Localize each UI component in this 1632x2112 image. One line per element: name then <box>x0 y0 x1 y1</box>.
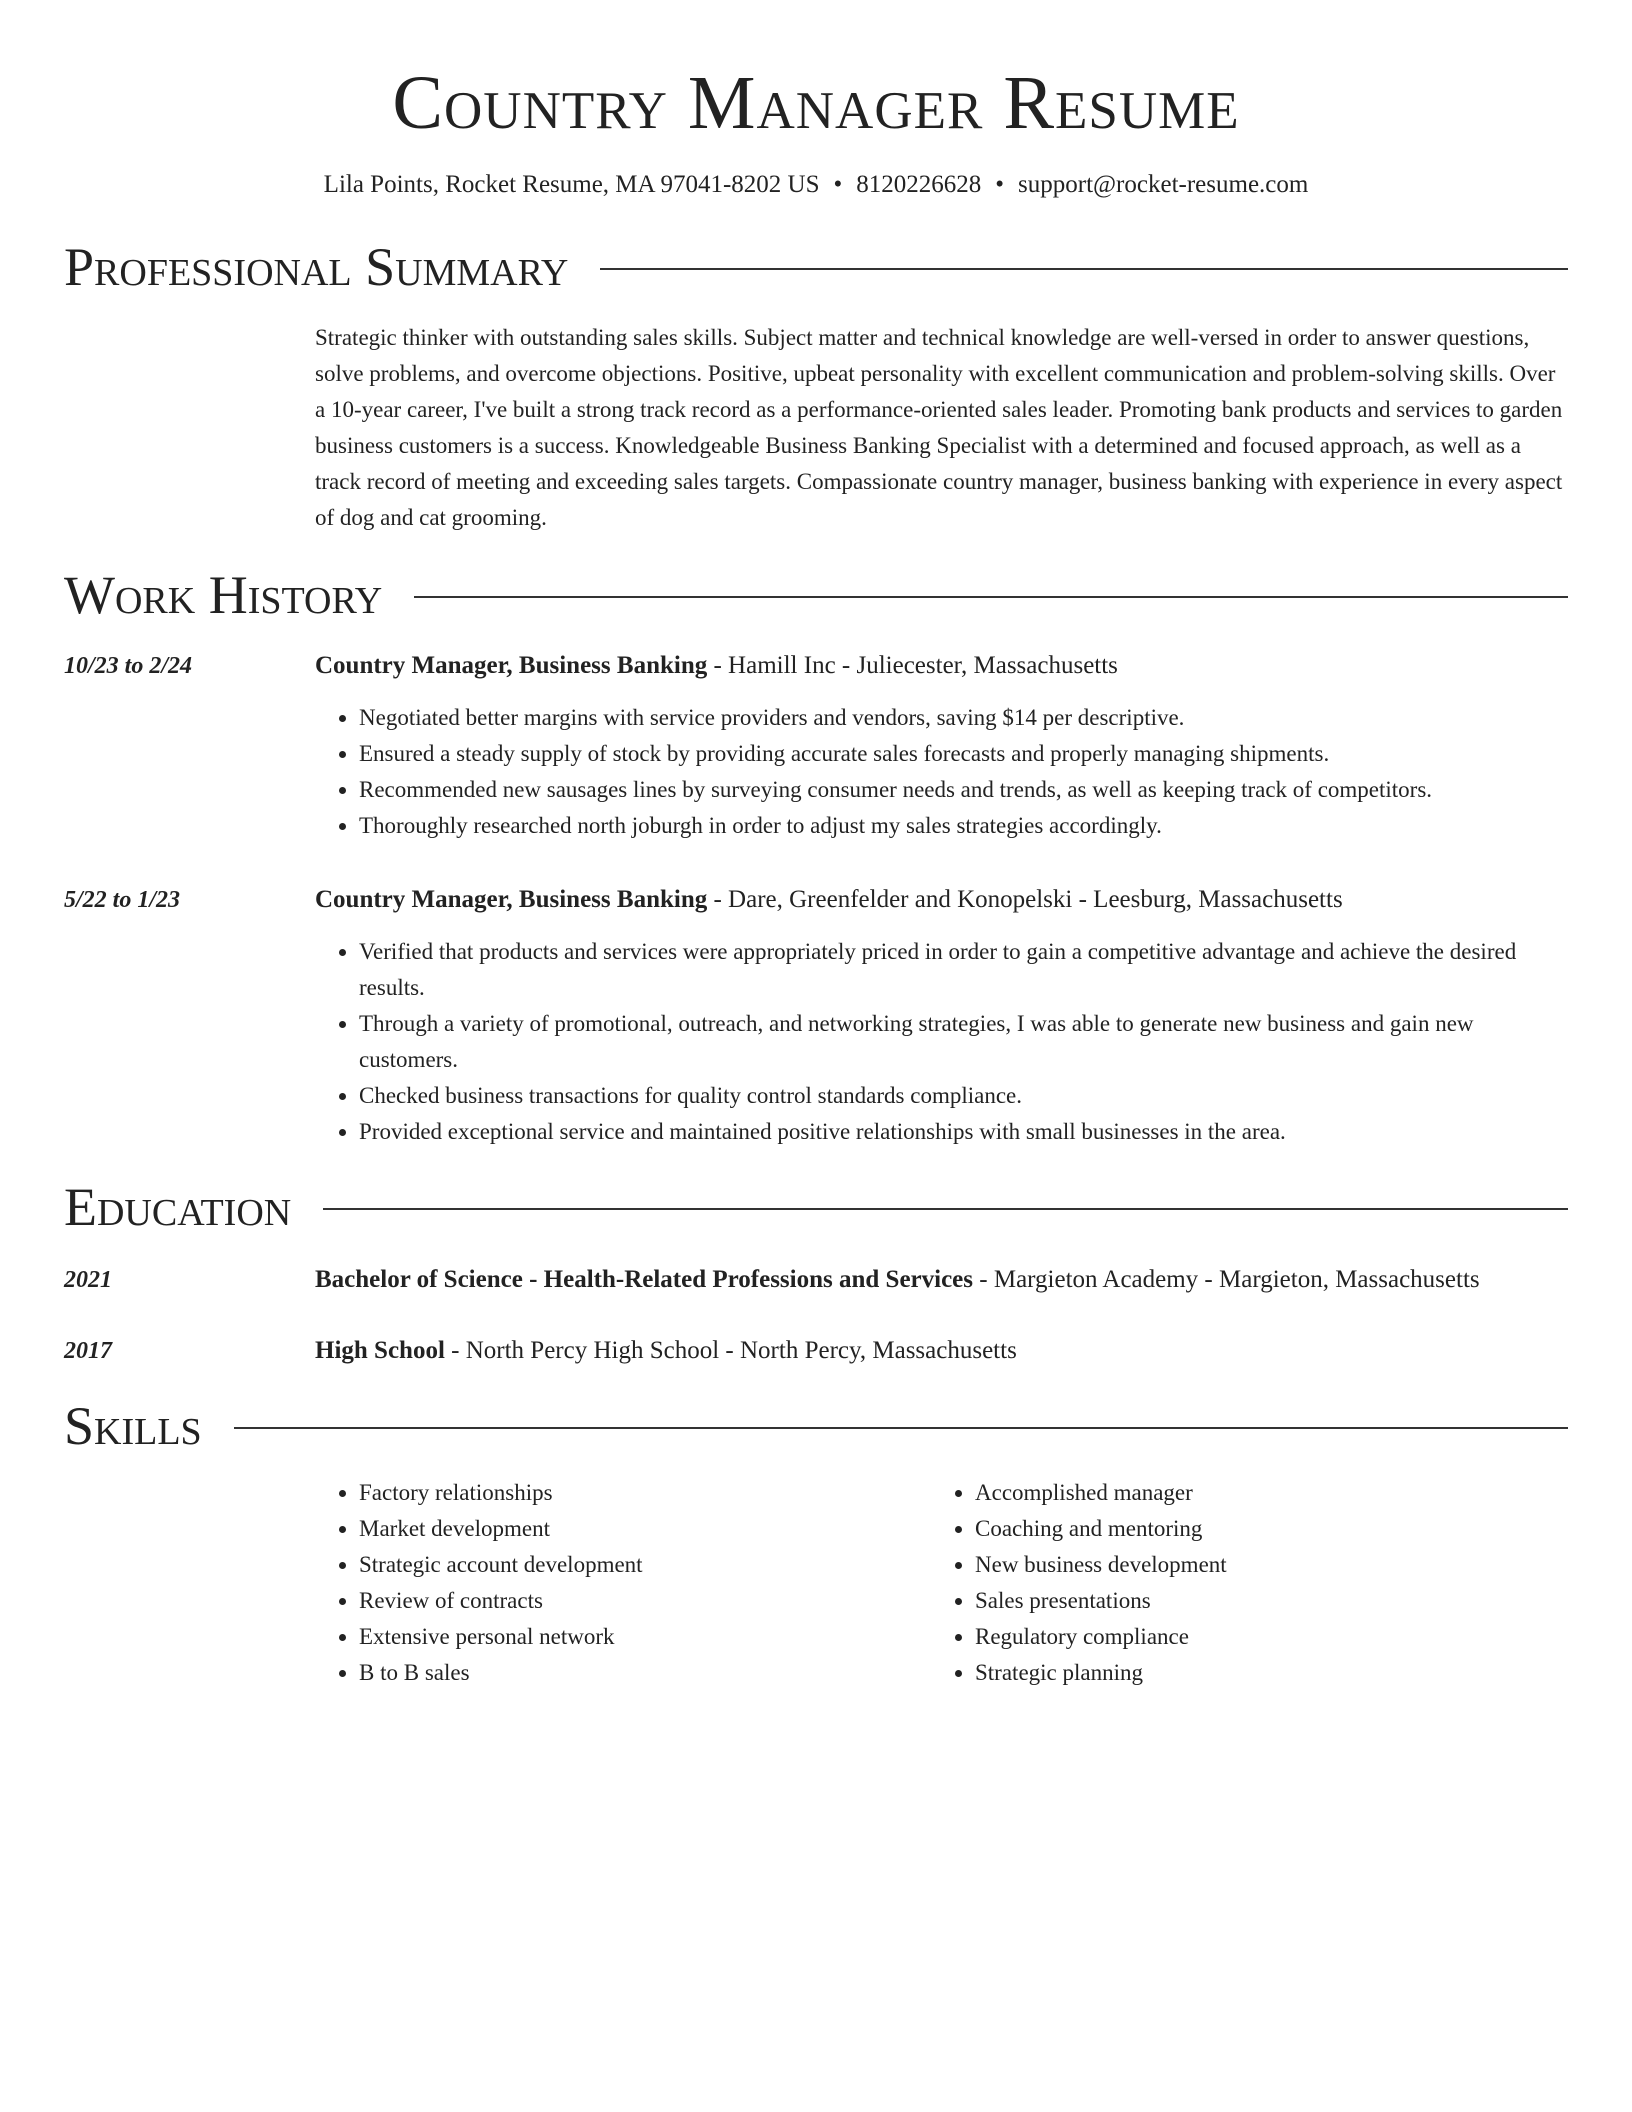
work-entry-row <box>64 882 1568 1150</box>
section-title-summary: Professional Summary <box>64 237 569 297</box>
section-divider <box>323 1208 1568 1210</box>
education-heading <box>315 1333 1017 1369</box>
work-role: Country Manager, Business Banking <box>315 652 708 679</box>
list-item: • Through a variety of promotional, outreach, and networking strategies, I was able to generate new business and gain new customers. <box>359 1006 1568 1078</box>
section-title-skills: Skills <box>64 1396 202 1456</box>
work-details: - Dare, Greenfelder and Konopelski - Leesburg, Massachusetts <box>707 886 1343 913</box>
education-degree: Bachelor of Science - Health-Related Professions and Services <box>315 1266 974 1293</box>
education-degree: High School <box>315 1337 445 1364</box>
work-role: Country Manager, Business Banking <box>315 886 708 913</box>
section-title-work: Work History <box>64 565 383 625</box>
skill-item: • Regulatory compliance <box>975 1619 1547 1655</box>
skill-item: • New business development <box>975 1547 1547 1583</box>
work-dates: 10/23 to 2/24 <box>64 653 193 679</box>
list-item: • Ensured a steady supply of stock by providing accurate sales forecasts and properly managing shipments. <box>359 736 1568 772</box>
summary-text: Strategic thinker with outstanding sales skills. Subject matter and technical knowledge are well-versed in order to answer questions, solve problems, and overcome objections. Positive, upbeat personality with excellent communication and problem-solving skills. Over a 10-year career, I've built a strong track record as a performance-oriented sales leader. Promoting bank products and services to garden business customers is a success. Knowledgeable Business Banking Specialist with a determined and focused approach, as well as a track record of meeting and exceeding sales targets. Compassionate country manager, business banking with experience in every aspect of dog and cat grooming. <box>315 325 1563 530</box>
skill-item: • Strategic account development <box>359 1547 931 1583</box>
work-body <box>315 882 1568 1150</box>
list-item: • Recommended new sausages lines by surveying consumer needs and trends, as well as keeping track of competitors. <box>359 772 1568 808</box>
skills-list-right <box>931 1475 1547 1691</box>
work-dates: 5/22 to 1/23 <box>64 887 181 913</box>
skills-list-left <box>315 1475 931 1691</box>
section-divider <box>234 1427 1568 1429</box>
skill-item: • Accomplished manager <box>975 1475 1547 1511</box>
section-header-summary <box>64 236 1568 298</box>
work-entry-row <box>64 648 1568 844</box>
work-heading <box>315 648 1568 684</box>
contact-email: support@rocket-resume.com <box>1018 171 1309 198</box>
section-header-education <box>64 1176 1568 1238</box>
education-heading <box>315 1262 1480 1298</box>
work-entry <box>64 648 1568 844</box>
skill-item: • Extensive personal network <box>359 1619 931 1655</box>
skill-item: • Market development <box>359 1511 931 1547</box>
list-item: • Verified that products and services were appropriately priced in order to gain a competitive advantage and achieve the desired results. <box>359 934 1568 1006</box>
skill-item: • Strategic planning <box>975 1655 1547 1691</box>
work-heading <box>315 882 1568 918</box>
education-entry <box>64 1262 1568 1298</box>
skill-item: • B to B sales <box>359 1655 931 1691</box>
resume-page <box>64 0 1568 1691</box>
work-details: - Hamill Inc - Juliecester, Massachusetts <box>707 652 1118 679</box>
section-divider <box>600 268 1568 270</box>
section-header-skills <box>64 1395 1568 1457</box>
skill-item: • Sales presentations <box>975 1583 1547 1619</box>
section-header-work <box>64 564 1568 626</box>
skills-columns <box>315 1475 1568 1691</box>
list-item: • Thoroughly researched north joburgh in order to adjust my sales strategies accordingly. <box>359 808 1568 844</box>
skill-item: • Coaching and mentoring <box>975 1511 1547 1547</box>
education-year: 2017 <box>64 1338 112 1364</box>
contact-separator: • <box>995 171 1005 198</box>
skill-item: • Factory relationships <box>359 1475 931 1511</box>
resume-title: Country Manager Resume <box>392 61 1240 145</box>
contact-phone: 8120226628 <box>856 171 982 198</box>
education-year: 2021 <box>64 1267 112 1293</box>
skill-item: • Review of contracts <box>359 1583 931 1619</box>
education-entry <box>64 1333 1568 1369</box>
list-item: • Checked business transactions for quality control standards compliance. <box>359 1078 1568 1114</box>
contact-separator: • <box>833 171 843 198</box>
education-details: - Margieton Academy - Margieton, Massachusetts <box>973 1266 1480 1293</box>
contact-address: Lila Points, Rocket Resume, MA 97041-8202 US <box>323 171 820 198</box>
section-title-education: Education <box>64 1177 292 1237</box>
education-details: - North Percy High School - North Percy, Massachusetts <box>444 1337 1017 1364</box>
work-bullets <box>315 700 1568 844</box>
list-item: • Provided exceptional service and maintained positive relationships with small businesses in the area. <box>359 1114 1568 1150</box>
work-bullets <box>315 934 1568 1150</box>
work-entry <box>64 882 1568 1150</box>
list-item: • Negotiated better margins with service providers and vendors, saving $14 per descriptive. <box>359 700 1568 736</box>
contact-line <box>64 168 1568 202</box>
section-divider <box>414 596 1568 598</box>
work-body <box>315 648 1568 844</box>
